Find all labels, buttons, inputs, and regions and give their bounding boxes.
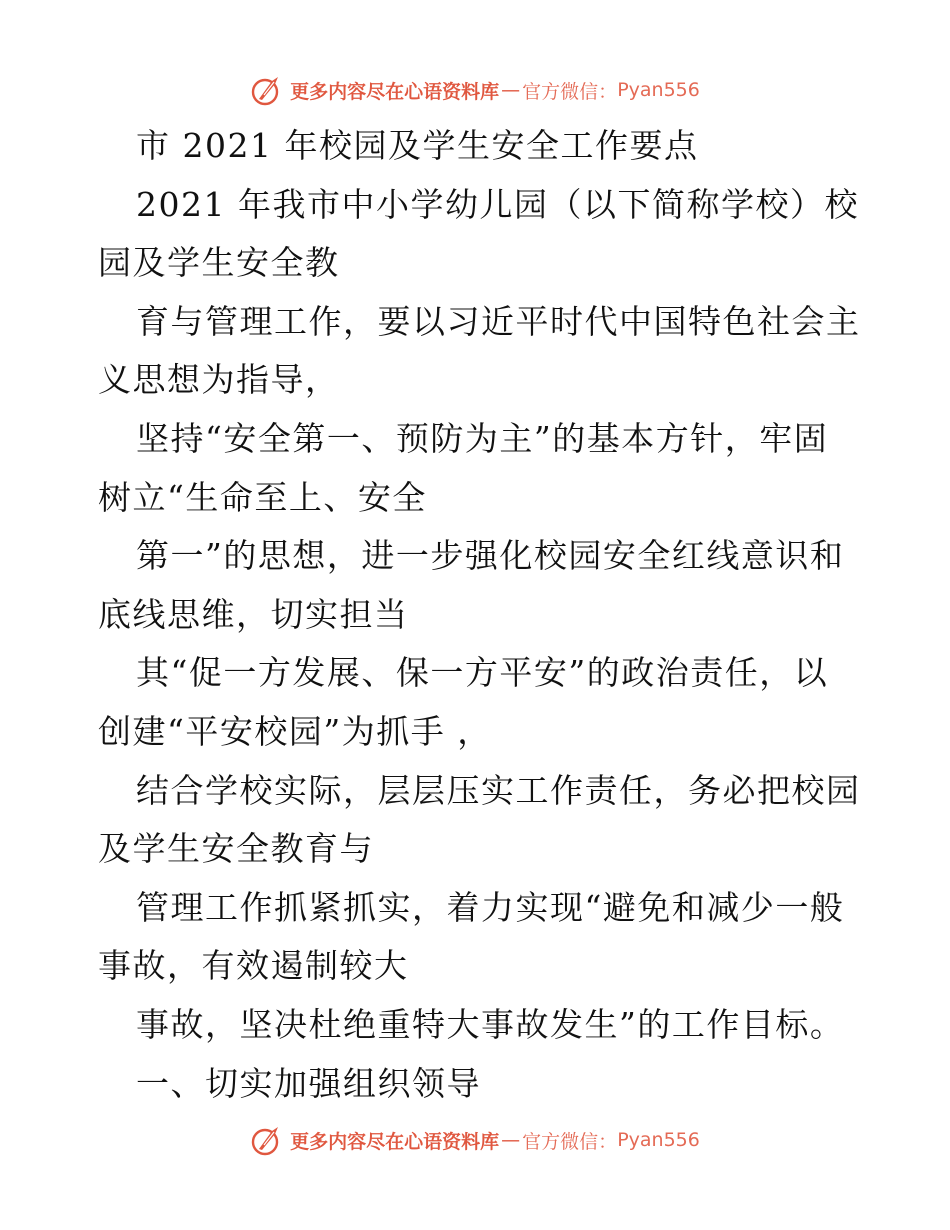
text-line: 一、切实加强组织领导: [136, 1063, 481, 1103]
quill-logo-icon: [250, 1123, 284, 1157]
banner-lead-text: 更多内容尽在心语资料库: [290, 80, 500, 103]
text-line: 2021 年我市中小学幼儿园（以下简称学校）校: [136, 184, 859, 224]
banner-dash: —: [501, 79, 521, 101]
banner-wechat-id: Pyan556: [617, 79, 700, 101]
document-body: [98, 117, 861, 1113]
quill-logo-icon: [250, 73, 284, 107]
text-line: 坚持“安全第一、预防为主”的基本方针，牢固: [136, 418, 829, 458]
text-line: 及学生安全教育与: [98, 829, 374, 869]
banner-wechat-label: 官方微信：: [522, 80, 618, 103]
banner-wechat-label: 官方微信：: [522, 1130, 618, 1153]
text-line: 育与管理工作，要以习近平时代中国特色社会主: [136, 301, 861, 341]
text-line: 事故，坚决杜绝重特大事故发生”的工作目标。: [136, 1004, 845, 1044]
text-line: 管理工作抓紧抓实，着力实现“避免和减少一般: [136, 887, 845, 927]
text-line: 市 2021 年校园及学生安全工作要点: [136, 126, 699, 165]
banner-wechat-id: Pyan556: [617, 1129, 700, 1151]
text-line: 第一”的思想，进一步强化校园安全红线意识和: [136, 536, 845, 576]
header-banner: [0, 70, 950, 110]
text-line: 其“促一方发展、保一方平安”的政治责任，以: [136, 653, 829, 693]
footer-banner: [0, 1120, 950, 1160]
text-line: 底线思维，切实担当: [98, 594, 409, 634]
text-line: 义思想为指导，: [98, 360, 340, 400]
text-line: 园及学生安全教: [98, 243, 340, 283]
text-line: 结合学校实际，层层压实工作责任，务必把校园: [136, 770, 861, 810]
banner-lead-text: 更多内容尽在心语资料库: [290, 1130, 500, 1153]
text-line: 创建“平安校园”为抓手 ，: [98, 711, 492, 751]
text-line: 树立“生命至上、安全: [98, 477, 427, 517]
text-line: 事故，有效遏制较大: [98, 946, 409, 986]
banner-dash: —: [501, 1129, 521, 1151]
